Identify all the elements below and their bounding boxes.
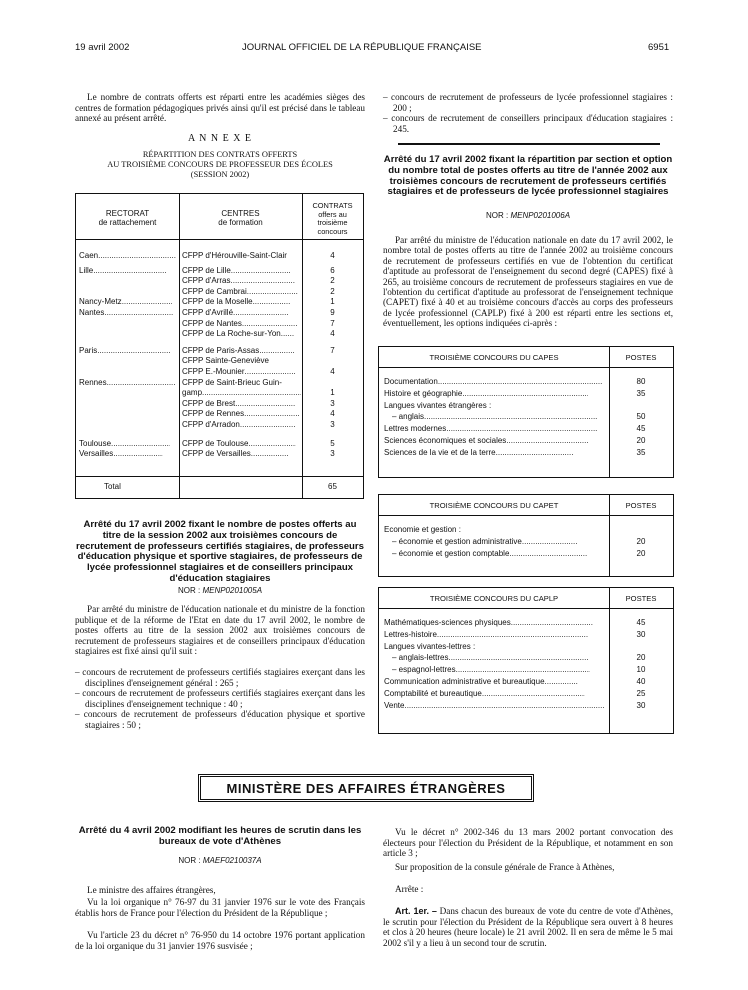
ministere-banner <box>198 774 534 802</box>
centre-cell: CFPP de Lille..... <box>182 266 300 276</box>
list-item: – concours de recrutement de professeurs de lycée professionnel stagiaires : 200 ; <box>383 92 673 113</box>
ministre-line: Le ministre des affaires étrangères, <box>87 885 216 895</box>
caplp-header: TROISIÈME CONCOURS DU CAPLP <box>429 594 559 603</box>
caplp-table <box>378 587 674 734</box>
rectorat-cell: Versailles..... <box>79 449 177 459</box>
contrats-value: 2 <box>330 276 335 286</box>
vu-decret: Vu le décret n° 2002-346 du 13 mars 2002 portant convocation des électeurs pour l'élection du Président de la République, et notamment en son article 3 ; <box>383 827 673 859</box>
header-journal-title: JOURNAL OFFICIEL DE LA RÉPUBLIQUE FRANÇAISE <box>242 42 482 53</box>
capes-row-value: 35 <box>636 447 646 457</box>
arrete-17-avril-postes-nor: NOR : MENP0201005A <box>177 586 263 595</box>
caplp-row-value: 40 <box>636 677 646 686</box>
caplp-row-value: 25 <box>636 688 646 698</box>
caplp-row-label: Vente..... <box>384 701 605 711</box>
capes-row-value: 20 <box>636 436 646 445</box>
capes-postes-header: POSTES <box>625 353 657 362</box>
arrete-17-avril-repartition-title: Arrêté du 17 avril 2002 fixant la répartition par section et option du nombre total de postes offerts au titre de l'année 2002 aux troisièmes concours de recrutement de professeurs certifiés stagiaires et de professeurs de lycée professionnel stagiaires <box>383 154 673 198</box>
col-header-contrats: CONTRATS offers au troisième concours <box>312 201 353 236</box>
caplp-row-label: – anglais-lettres..... <box>384 653 613 663</box>
capet-row-label: – économie et gestion administrative..... <box>384 537 613 547</box>
contrats-value: 3 <box>330 449 335 459</box>
centre-cell: CFPP de la Moselle..... <box>182 297 300 307</box>
contrats-value: 1 <box>330 297 335 307</box>
centre-cell: CFPP de Nantes..... <box>182 319 300 329</box>
caplp-row-label: Comptabilité et bureautique..... <box>384 689 605 699</box>
capes-row-label: Sciences économiques et sociales..... <box>384 436 605 446</box>
capes-row-value: 35 <box>636 388 646 398</box>
continued-list <box>383 92 673 134</box>
contrats-value: 5 <box>330 438 335 448</box>
capes-row-label: Documentation..... <box>384 377 605 387</box>
caplp-row-value: 10 <box>636 665 646 675</box>
caplp-row-label: Lettres-histoire..... <box>384 630 605 640</box>
centre-cell: CFPP E.-Mounier..... <box>182 367 300 377</box>
caplp-row-value: 45 <box>636 618 646 627</box>
arrete-4-avril-nor: NOR : MAEF0210037A <box>178 856 262 865</box>
capes-row-label: Histoire et géographie..... <box>384 389 605 399</box>
article-1 <box>383 906 673 948</box>
list-item: – concours de recrutement de professeurs certifiés stagiaires exerçant dans les disciplines d'enseignement général : 265 ; <box>75 667 365 688</box>
contrats-value: 6 <box>330 265 335 275</box>
centre-cell: CFPP de Paris-Assas..... <box>182 346 300 356</box>
arrete-17-avril-postes-title: Arrêté du 17 avril 2002 fixant le nombre de postes offerts au titre de la session 2002 aux troisièmes concours de recrutement de professeurs certifiés stagiaires, de professeurs d'éducation physique et sportive stagiaires, de professeurs de lycée professionnel stagiaires et de conseillers principaux d'éducation stagiaires <box>76 519 364 584</box>
contrats-value: 4 <box>330 367 335 376</box>
list-item: – concours de recrutement de professeurs d'éducation physique et sportive stagiaires : 50 ; <box>75 709 365 730</box>
centre-cell: CFPP de Toulouse..... <box>182 439 300 449</box>
capet-row-label: Economie et gestion : <box>384 525 461 534</box>
centre-cell: gamp..... <box>182 388 300 398</box>
contrats-value: 4 <box>330 251 335 260</box>
arrete-4-avril-title: Arrêté du 4 avril 2002 modifiant les heures de scrutin dans les bureaux de vote d'Athènes <box>78 825 362 847</box>
arrete-17-avril-repartition-nor: NOR : MENP0201006A <box>485 211 571 220</box>
contrats-value: 2 <box>330 286 335 296</box>
capet-postes-header: POSTES <box>625 501 657 510</box>
intro-paragraph: Le nombre de contrats offerts est réparti entre les académies sièges des centres de formation pédagogiques privés ainsi qu'il est précisé dans le tableau annexé au présent arrêté. <box>75 92 365 124</box>
capes-row-label: Sciences de la vie et de la terre..... <box>384 448 605 458</box>
rectorat-cell: Paris..... <box>79 346 177 356</box>
contrats-value: 7 <box>330 345 335 355</box>
rectorat-cell: Caen..... <box>79 251 177 261</box>
contrats-value: 3 <box>330 420 335 429</box>
capes-header: TROISIÈME CONCOURS DU CAPES <box>429 353 559 362</box>
arrete-17-avril-repartition-body: Par arrêté du ministre de l'éducation nationale en date du 17 avril 2002, le nombre total de postes offerts au titre de l'année 2002 au troisième concours de recrutement de professeurs certifiés en vue de l'obtention du certificat d'aptitude au professorat de l'enseignement du second degré (CAPES) fixé à 265, au troisième concours de recrutement de professeurs stagiaires en vue de l'obtention du certificat d'aptitude au professorat de l'enseignement technique (CAPET) fixé à 40 et au troisième concours d'accès au corps des professeurs de lycée professionnel (CAPLP) fixé à 200 est réparti entre les sections et, éventuellement, les options indiquées ci-après : <box>383 235 673 329</box>
ministere-title: MINISTÈRE DES AFFAIRES ÉTRANGÈRES <box>226 780 506 796</box>
total-label: Total <box>104 482 121 491</box>
centre-cell: CFPP d'Hérouville-Saint-Clair <box>182 251 287 260</box>
caplp-row-label: Langues vivantes-lettres : <box>384 641 476 651</box>
centre-cell: CFPP d'Avrillé..... <box>182 308 300 318</box>
caplp-row-label: Mathématiques-sciences physiques..... <box>384 618 605 628</box>
rectorat-cell: Rennes..... <box>79 378 177 388</box>
centre-cell: CFPP de Brest..... <box>182 399 300 409</box>
list-item: – concours de recrutement de professeurs certifiés stagiaires exerçant dans les disciplines d'enseignement technique : 40 ; <box>75 688 365 709</box>
capet-row-value: 20 <box>636 548 646 558</box>
header-page-number: 6951 <box>648 42 670 53</box>
sur-proposition: Sur proposition de la consule générale de France à Athènes, <box>395 862 615 872</box>
article-1-text: Dans chacun des bureaux de vote du centre de vote d'Athènes, le scrutin pour l'élection du Président de la République sera ouvert à 8 heures et clos à 20 heures (heure locale) le 21 avril 2002. Il en sera de même le 5 mai 2002 s'il y a lieu à un second tour de scrutin. <box>383 906 674 948</box>
vu-loi-organique: Vu la loi organique n° 76-97 du 31 janvier 1976 sur le vote des Français établis hors de France pour l'élection du Président de la République ; <box>75 897 365 918</box>
rectorat-cell: Nantes..... <box>79 308 177 318</box>
centre-cell: CFPP de Saint-Brieuc Guin- <box>182 377 282 387</box>
centre-cell: CFPP d'Arradon..... <box>182 420 300 430</box>
capes-row-value: 80 <box>636 377 646 386</box>
contrats-value: 4 <box>330 329 335 339</box>
capes-table <box>378 346 674 478</box>
repartition-title-line1: RÉPARTITION DES CONTRATS OFFERTS <box>142 150 298 159</box>
capet-row-label: – économie et gestion comptable..... <box>384 549 613 559</box>
capes-row-label: Lettres modernes..... <box>384 424 605 434</box>
capes-row-label: – anglais..... <box>384 412 613 422</box>
rectorat-cell: Nancy-Metz..... <box>79 297 177 307</box>
header-date: 19 avril 2002 <box>75 42 130 53</box>
vu-article-23: Vu l'article 23 du décret n° 76-950 du 14 octobre 1976 portant application de la loi organique du 31 janvier 1976 susvisée ; <box>75 930 365 951</box>
capes-row-value: 50 <box>636 412 646 422</box>
caplp-row-value: 30 <box>636 629 646 639</box>
arrete-label: Arrête : <box>395 884 424 894</box>
capet-header: TROISIÈME CONCOURS DU CAPET <box>429 501 559 510</box>
centre-cell: CFPP Sainte-Geneviève <box>182 356 270 366</box>
col-header-centres: CENTRES de formation <box>218 209 263 227</box>
centre-cell: CFPP de Versailles..... <box>182 449 300 459</box>
caplp-row-label: – espagnol-lettres..... <box>384 665 613 675</box>
capet-row-value: 20 <box>636 536 646 546</box>
contrats-value: 7 <box>330 318 335 328</box>
caplp-postes-header: POSTES <box>625 594 657 603</box>
caplp-row-value: 20 <box>636 653 646 663</box>
contrats-value: 4 <box>330 409 335 419</box>
contrats-value: 3 <box>330 398 335 408</box>
repartition-title <box>75 150 365 180</box>
capes-row-label: Langues vivantes étrangères : <box>384 400 492 410</box>
arrete-17-avril-postes-body: Par arrêté du ministre de l'éducation nationale et du ministre de la fonction publique et de la réforme de l'Etat en date du 17 avril 2002, le nombre de postes offerts au titre de la session 2002 aux troisièmes concours de recrutement de professeurs stagiaires et de conseillers principaux d'éducation stagiaires est fixé ainsi qu'il suit : <box>75 604 365 657</box>
article-1-label: Art. 1er. – <box>395 906 437 916</box>
section-separator <box>398 143 660 145</box>
capes-row-value: 45 <box>636 424 646 434</box>
rectorat-table <box>75 193 364 499</box>
caplp-row-label: Communication administrative et bureautique..... <box>384 677 605 687</box>
centre-cell: CFPP de Cambrai..... <box>182 287 300 297</box>
list-item: – concours de recrutement de conseillers principaux d'éducation stagiaires : 245. <box>383 113 673 134</box>
rectorat-cell: Lille..... <box>79 266 177 276</box>
contrats-value: 9 <box>330 308 335 317</box>
centre-cell: CFPP d'Arras..... <box>182 276 300 286</box>
centre-cell: CFPP de La Roche-sur-Yon..... <box>182 329 300 339</box>
caplp-row-value: 30 <box>636 700 646 710</box>
col-header-rectorat: RECTORAT de rattachement <box>98 209 157 227</box>
capet-table <box>378 494 674 577</box>
repartition-title-line2: AU TROISIÈME CONCOURS DE PROFESSEUR DES ÉCOLES <box>107 160 333 169</box>
rectorat-cell: Toulouse..... <box>79 439 177 449</box>
annexe-heading: A N N E X E <box>187 133 253 144</box>
centre-cell: CFPP de Rennes..... <box>182 409 300 419</box>
contrats-value: 1 <box>330 388 335 398</box>
repartition-title-line3: (SESSION 2002) <box>190 170 250 179</box>
arrete-17-avril-postes-list <box>75 667 365 731</box>
total-value: 65 <box>328 482 337 491</box>
